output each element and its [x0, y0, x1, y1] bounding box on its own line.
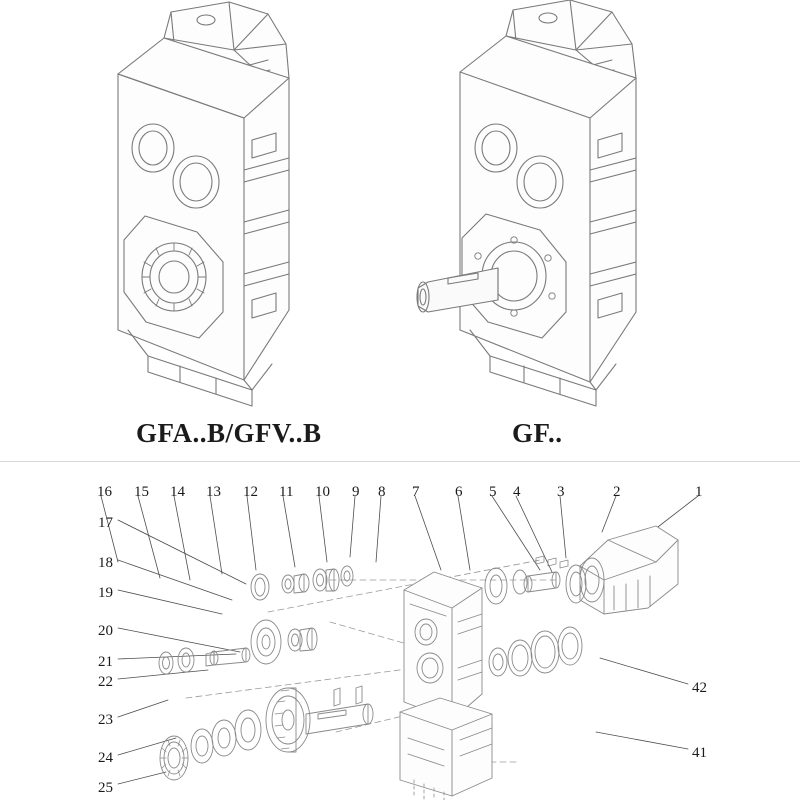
callout-23: 23 — [98, 712, 113, 728]
gear-unit-gf-art — [417, 0, 636, 406]
callout-4: 4 — [513, 484, 521, 500]
callout-42: 42 — [692, 680, 707, 696]
callout-12: 12 — [243, 484, 258, 500]
callout-14: 14 — [170, 484, 185, 500]
caption-gfa-b-gfv-b: GFA..B/GFV..B — [136, 418, 322, 448]
callout-19: 19 — [98, 585, 113, 601]
callout-21: 21 — [98, 654, 113, 670]
parts-row-2 — [159, 620, 317, 674]
callout-9: 9 — [352, 484, 360, 500]
callout-8: 8 — [378, 484, 386, 500]
callout-13: 13 — [206, 484, 221, 500]
parts-row-right — [485, 526, 678, 676]
callout-10: 10 — [315, 484, 330, 500]
callout-17: 17 — [98, 515, 113, 531]
callout-20: 20 — [98, 623, 113, 639]
callout-5: 5 — [489, 484, 497, 500]
callout-24: 24 — [98, 750, 113, 766]
callout-25: 25 — [98, 780, 113, 796]
callout-7: 7 — [412, 484, 420, 500]
callout-18: 18 — [98, 555, 113, 571]
callout-3: 3 — [557, 484, 565, 500]
callout-6: 6 — [455, 484, 463, 500]
exploded-view-panel — [0, 462, 800, 800]
callout-22: 22 — [98, 674, 113, 690]
exploded-assembly-art — [0, 462, 800, 800]
gear-housing-body — [400, 572, 492, 800]
callout-41: 41 — [692, 745, 707, 761]
gear-unit-gfa-b-gfv-b-art — [118, 2, 289, 406]
callout-1: 1 — [695, 484, 703, 500]
callout-11: 11 — [279, 484, 294, 500]
callout-16: 16 — [97, 484, 112, 500]
caption-gf: GF.. — [512, 418, 563, 448]
callout-15: 15 — [134, 484, 149, 500]
parts-row-3 — [160, 686, 373, 780]
parts-row-1 — [251, 566, 353, 600]
callout-2: 2 — [613, 484, 621, 500]
